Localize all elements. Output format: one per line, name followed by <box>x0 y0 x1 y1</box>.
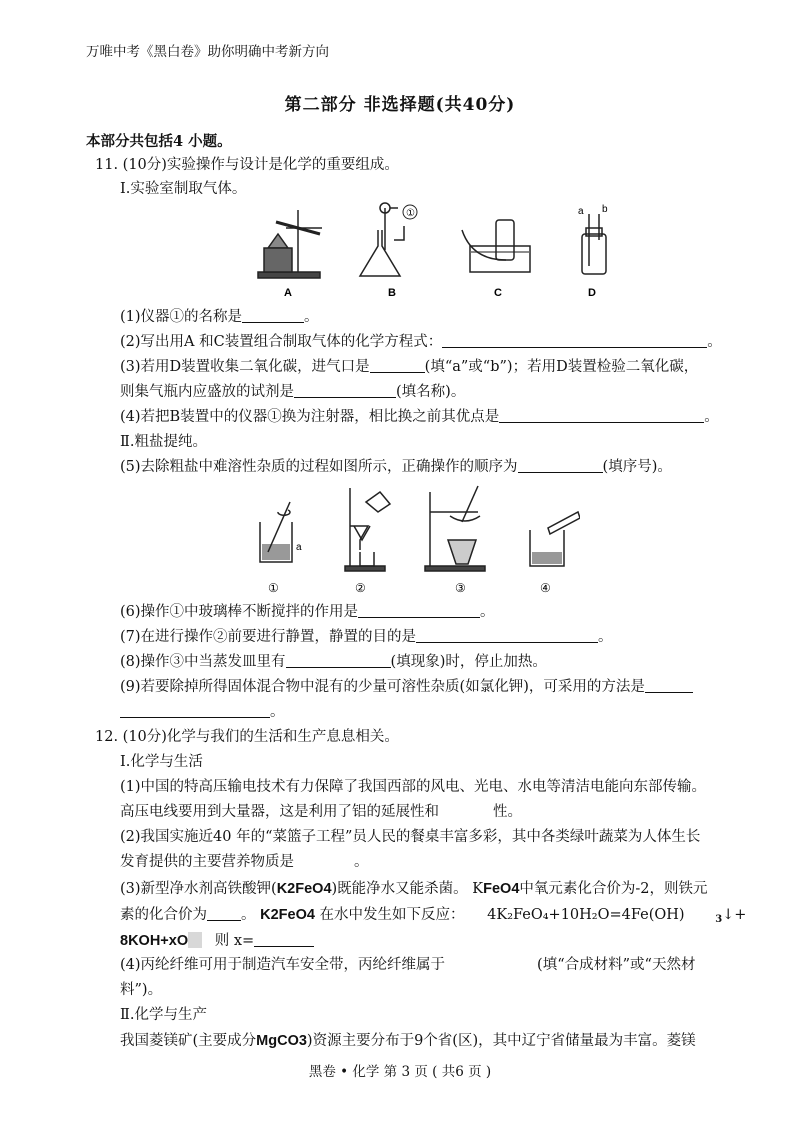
q12-sub4: (4)丙纶纤维可用于制造汽车安全带，丙纶纤维属于 (填“合成材料”或“天然材 <box>120 957 696 973</box>
op-label-4: ④ <box>540 581 551 595</box>
apparatus-b <box>360 203 404 276</box>
section-intro: 本部分共包括4 小题。 <box>86 133 232 150</box>
q12-stem: 12. (10分)化学与我们的生活和生产息息相关。 <box>95 729 399 745</box>
q12-part2: Ⅱ.化学与生产 <box>120 1007 207 1023</box>
q12-sub2: (2)我国实施近40 年的“菜篮子工程”员人民的餐桌丰富多彩，其中各类绿叶蔬菜为人体生长 <box>120 829 701 845</box>
q11-sub6: (6)操作①中玻璃棒不断搅拌的作用是 。 <box>120 604 495 620</box>
q11-sub4: (4)若把B装置中的仪器①换为注射器，相比换之前其优点是 。 <box>120 409 719 425</box>
label-c: C <box>494 287 502 299</box>
operation-1 <box>260 502 292 562</box>
q12-part1: Ⅰ.化学与生活 <box>120 754 203 770</box>
q12-sub1: (1)中国的特高压输电技术有力保障了我国西部的风电、光电、水电等清洁电能向东部传输。 <box>120 779 707 795</box>
operation-4 <box>530 512 580 566</box>
apparatus-d <box>582 214 606 274</box>
page-header: 万唯中考《黑白卷》助你明确中考新方向 <box>86 44 329 60</box>
op-label-2: ② <box>355 581 366 595</box>
q11-sub2: (2)写出用A 和C装置组合制取气体的化学方程式： 。 <box>120 334 722 350</box>
q12-sub1-cont: 高压电线要用到大量器，这是利用了铝的延展性和 性。 <box>120 804 522 820</box>
q11-sub9: (9)若要除掉所得固体混合物中混有的少量可溶性杂质(如氯化钾)，可采用的方法是 <box>120 675 693 696</box>
apparatus-a <box>258 210 322 278</box>
marker-1: ① <box>406 208 415 219</box>
q12-sub3: (3)新型净水剂高铁酸钾(K2FeO4)既能净水又能杀菌。 KFeO4中氧元素化合价为-2，则铁元 <box>120 881 708 897</box>
q11-part2: Ⅱ.粗盐提纯。 <box>120 434 207 450</box>
port-a: a <box>578 206 584 217</box>
op-label-1: ① <box>268 581 279 595</box>
apparatus-c <box>462 220 530 272</box>
label-a: A <box>284 287 292 299</box>
q11-part1: Ⅰ.实验室制取气体。 <box>120 181 247 197</box>
q11-sub8: (8)操作③中当蒸发皿里有 (填现象)时，停止加热。 <box>120 654 547 670</box>
q11-sub9-cont: 。 <box>120 700 285 721</box>
apparatus-figure-abcd <box>240 200 620 300</box>
q11-stem: 11. (10分)实验操作与设计是化学的重要组成。 <box>95 157 399 173</box>
q12-sub2-cont: 发育提供的主要营养物质是 。 <box>120 854 369 870</box>
label-b: B <box>388 287 396 299</box>
q11-sub7: (7)在进行操作②前要进行静置，静置的目的是 。 <box>120 629 613 645</box>
mark-a: a <box>296 542 302 553</box>
q11-sub5: (5)去除粗盐中难溶性杂质的过程如图所示，正确操作的顺序为 (填序号)。 <box>120 459 672 475</box>
q11-sub3: (3)若用D装置收集二氧化碳，进气口是 (填“a”或“b”)；若用D装置检验二氧化碳， <box>120 359 699 375</box>
op-label-3: ③ <box>455 581 466 595</box>
port-b: b <box>602 204 608 215</box>
q12-sub5: 我国菱镁矿(主要成分MgCO3)资源主要分布于9个省(区)，其中辽宁省储量最为丰富。菱镁 <box>120 1033 696 1049</box>
q12-sub3-eq: 8KOH+xO 则 x= <box>120 929 314 950</box>
section-title: 第二部分 非选择题(共40分) <box>284 95 516 115</box>
page-footer: 黑卷 • 化学 第 3 页 ( 共6 页 ) <box>308 1064 492 1080</box>
q12-sub4-cont: 料”)。 <box>120 982 163 998</box>
label-d: D <box>588 287 596 299</box>
q12-sub3-cont: 素的化合价为 。 K2FeO4 在水中发生如下反应： 4K₂FeO₄+10H₂O=4Fe(OH) $_3$↓+ <box>120 907 747 925</box>
q11-sub1: (1)仪器①的名称是 。 <box>120 309 319 325</box>
operation-2 <box>345 488 390 571</box>
q11-sub3-cont: 则集气瓶内应盛放的试剂是 (填名称)。 <box>120 384 466 400</box>
equation: 4K₂FeO₄+10H₂O=4Fe(OH) <box>487 907 685 923</box>
operation-3 <box>425 486 485 571</box>
salt-purification-figure <box>250 482 580 597</box>
